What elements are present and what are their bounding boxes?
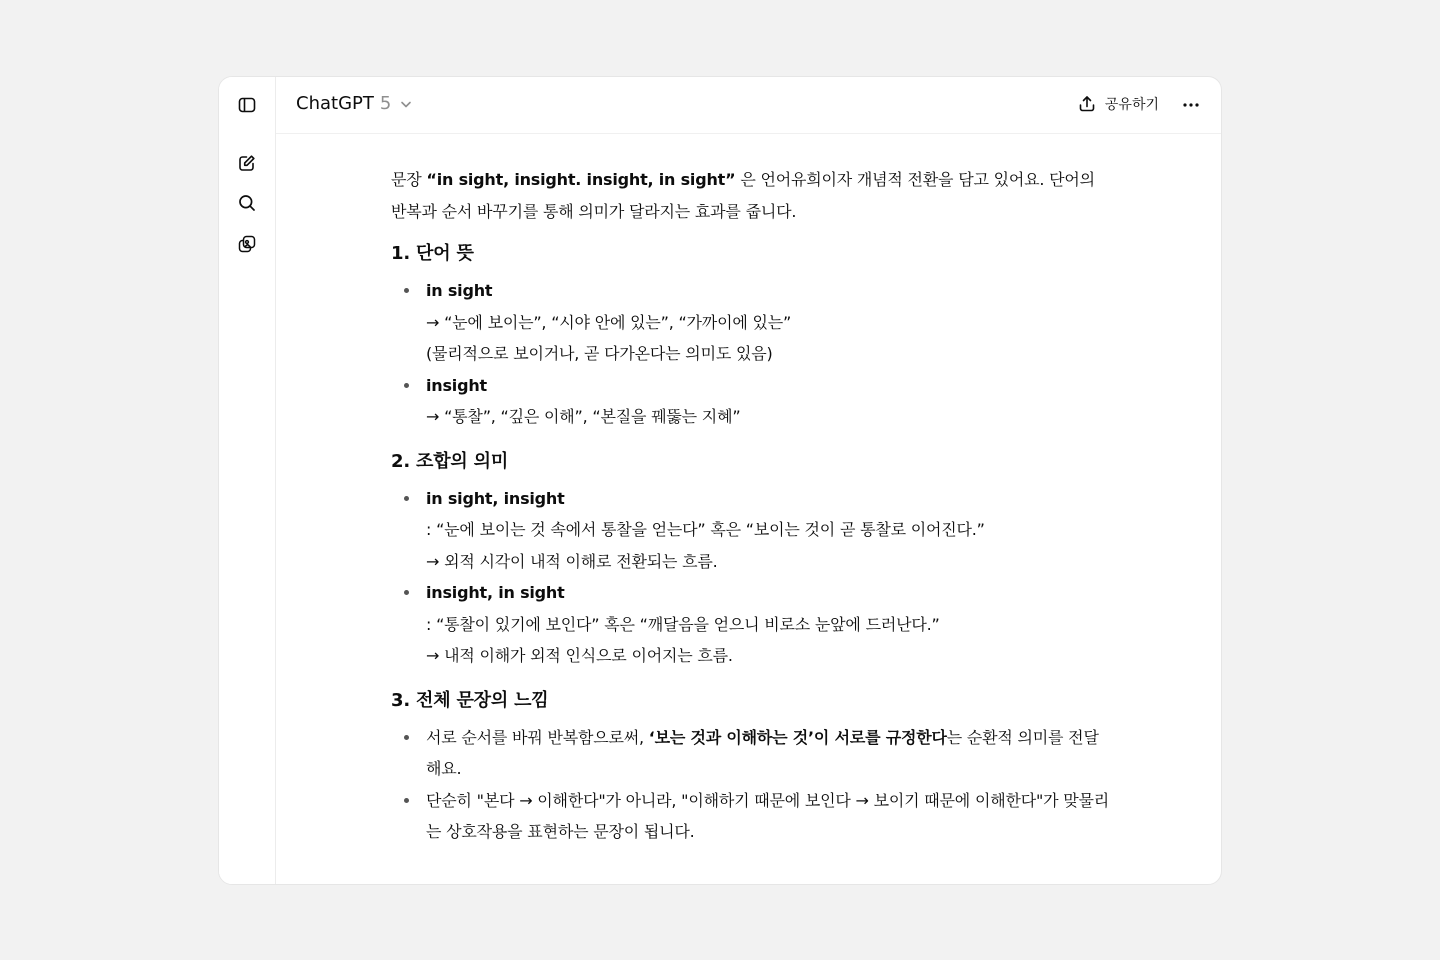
section-heading: 2. 조합의 의미 xyxy=(391,450,509,472)
chevron-down-icon xyxy=(399,97,413,111)
assistant-message xyxy=(391,164,1111,862)
sidebar-rail xyxy=(219,77,276,884)
list-item xyxy=(391,483,1111,578)
list-item-text: : “눈에 보이는 것 속에서 통찰을 얻는다” 혹은 “보이는 것이 곧 통찰로 이어진다.” xyxy=(426,520,985,539)
list-item-title: in sight xyxy=(426,281,493,300)
list-item-text: → “눈에 보이는”, “시야 안에 있는”, “가까이에 있는” xyxy=(426,312,792,332)
more-options-icon xyxy=(1181,95,1201,115)
section-heading: 3. 전체 문장의 느낌 xyxy=(391,689,549,711)
list-item xyxy=(391,370,1111,433)
library-icon xyxy=(237,234,257,254)
model-version: 5 xyxy=(379,93,392,114)
list-item-text: → “통찰”, “깊은 이해”, “본질을 꿰뚫는 지혜” xyxy=(426,407,741,426)
intro-paragraph xyxy=(391,164,1111,227)
section-list xyxy=(391,275,1111,433)
sidebar-toggle-button[interactable] xyxy=(235,93,259,117)
section-list xyxy=(391,722,1111,848)
list-item-text: 는 순환적 의미를 전달해요. xyxy=(426,727,1099,778)
new-chat-button[interactable] xyxy=(235,151,259,175)
intro-rest: 은 언어유희이자 개념적 전환을 담고 있어요. 단어의 반복과 순서 바꾸기를 통해 의미가 달라지는 효과를 줍니다. xyxy=(391,170,1095,221)
list-item xyxy=(391,785,1111,848)
section-list xyxy=(391,483,1111,672)
section-heading: 1. 단어 뜻 xyxy=(391,243,474,264)
more-options-button[interactable] xyxy=(1179,93,1203,117)
new-chat-icon xyxy=(237,153,257,173)
share-button[interactable] xyxy=(1077,94,1159,114)
list-item xyxy=(391,275,1111,370)
list-item-text: (물리적으로 보이거나, 곧 다가온다는 의미도 있음) xyxy=(426,344,773,363)
share-icon xyxy=(1077,94,1097,114)
list-item-title: insight, in sight xyxy=(426,583,565,602)
search-icon xyxy=(237,193,257,213)
model-selector[interactable] xyxy=(296,93,413,114)
chat-window xyxy=(218,76,1222,885)
list-item-bold-phrase: ‘보는 것과 이해하는 것’이 서로를 규정한다 xyxy=(648,727,947,747)
search-button[interactable] xyxy=(235,191,259,215)
list-item xyxy=(391,722,1111,785)
intro-prefix: 문장 xyxy=(391,170,427,189)
model-name: ChatGPT xyxy=(296,93,374,114)
list-item-text: → 내적 이해가 외적 인식으로 이어지는 흐름. xyxy=(426,646,733,665)
list-item-text: 단순히 "본다 → 이해한다"가 아니라, "이해하기 때문에 보인다 → 보이기 때문에 이해한다"가 맞물리는 상호작용을 표현하는 문장이 됩니다. xyxy=(426,790,1110,841)
list-item-text: : “통찰이 있기에 보인다” 혹은 “깨달음을 얻으니 비로소 눈앞에 드러난다.” xyxy=(426,614,940,634)
library-button[interactable] xyxy=(235,232,259,256)
intro-bold-phrase: “in sight, insight. insight, in sight” xyxy=(426,170,736,189)
share-label: 공유하기 xyxy=(1104,97,1159,113)
list-item-title: insight xyxy=(426,375,487,395)
list-item-title: in sight, insight xyxy=(426,488,565,508)
list-item-text: 서로 순서를 바꿔 반복함으로써, xyxy=(426,727,649,747)
list-item-text: → 외적 시각이 내적 이해로 전환되는 흐름. xyxy=(426,551,718,571)
sidebar-toggle-icon xyxy=(237,95,257,115)
list-item xyxy=(391,577,1111,672)
top-bar xyxy=(276,77,1221,134)
